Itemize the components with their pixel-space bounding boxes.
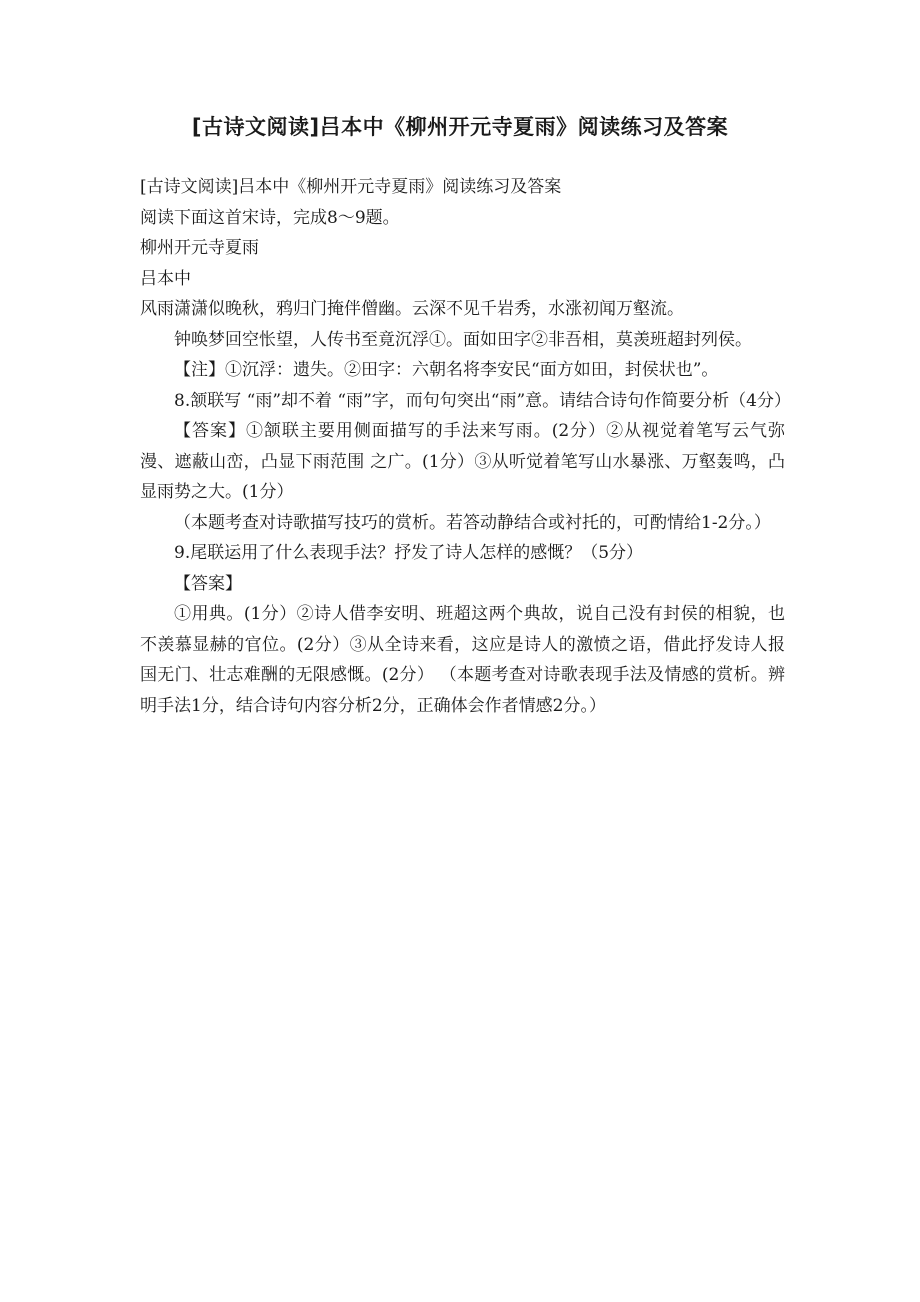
annotation-note: 【注】①沉浮：遗失。②田字：六朝名将李安民“面方如田，封侯状也”。	[174, 360, 719, 380]
instruction-paragraph: 阅读下面这首宋诗，完成8～9题。	[140, 207, 400, 228]
document-title: [古诗文阅读]吕本中《柳州开元寺夏雨》阅读练习及答案	[191, 115, 729, 139]
answer-8: 【答案】①颔联主要用侧面描写的手法来写雨。(2分）②从视觉着笔写云气弥漫、遮蔽山峦，凸显下雨范围 之广。(1分）③从听觉着笔写山水暴涨、万壑轰鸣，凸显雨势之大。(1分）	[140, 421, 785, 502]
poem-line-2: 钟唤梦回空怅望，人传书至竟沉浮①。面如田字②非吾相，莫羡班超封列侯。	[174, 329, 752, 350]
document-body	[140, 172, 791, 721]
subtitle-paragraph: [古诗文阅读]吕本中《柳州开元寺夏雨》阅读练习及答案	[140, 177, 562, 197]
answer-9-label: 【答案】	[174, 573, 242, 594]
answer-8-note: （本题考查对诗歌描写技巧的赏析。若答动静结合或衬托的，可酌情给1-2分。）	[174, 512, 771, 533]
poem-line-1: 风雨潇潇似晚秋，鸦归门掩伴僧幽。云深不见千岩秀，水涨初闻万壑流。	[140, 299, 684, 319]
poem-author: 吕本中	[140, 268, 191, 289]
question-9: 9.尾联运用了什么表现手法？抒发了诗人怎样的感慨？（5分）	[174, 543, 644, 563]
poem-title: 柳州开元寺夏雨	[140, 238, 259, 258]
answer-9: ①用典。(1分）②诗人借李安明、班超这两个典故，说自己没有封侯的相貌，也不羡慕显赫的官位。(2分）③从全诗来看，这应是诗人的激愤之语，借此抒发诗人报国无门、壮志难酬的无限感慨。(2分） （本题考查对诗歌表现手法及情感的赏析。辨明手法1分，结合诗句内容分析2分，正确体会作者情感2分。）	[140, 604, 785, 716]
question-8: 8.颔联写 “雨”却不着 “雨”字，而句句突出“雨”意。请结合诗句作简要分析（4分）	[174, 390, 791, 411]
